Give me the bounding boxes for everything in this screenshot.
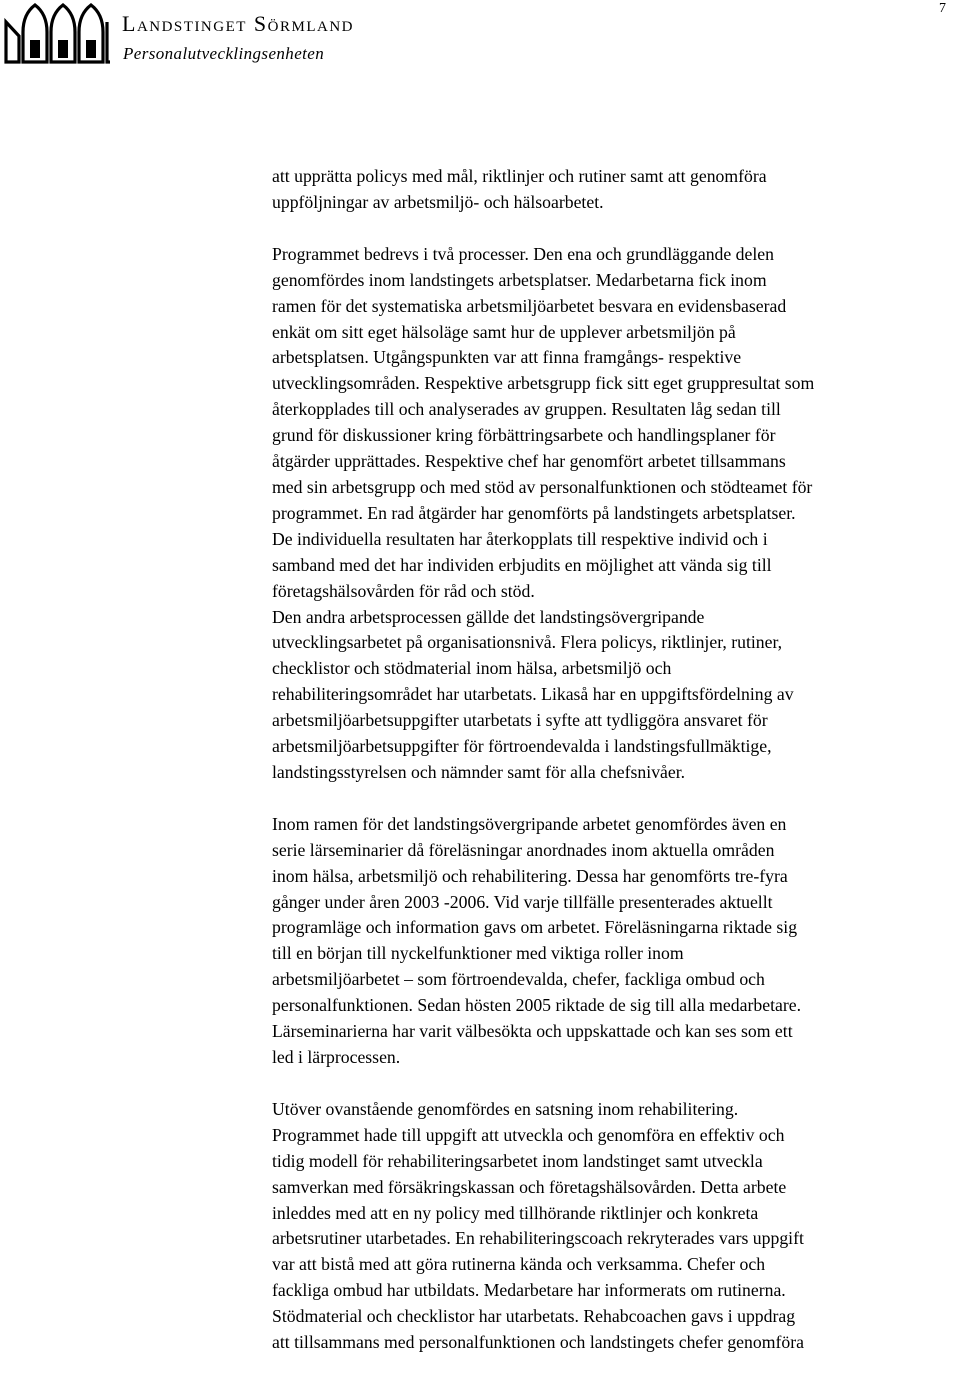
page-number: 7 xyxy=(939,1,946,16)
organization-name: Landstinget Sörmland xyxy=(122,11,354,36)
body-text xyxy=(272,164,934,1382)
paragraph-4: Utöver ovanstående genomfördes en satsning inom rehabilitering. Programmet hade till uppgift att utveckla och genomföra en effektiv och tidig modell för rehabiliteringsarbetet inom landstinget samt utveckla samverkan med försäkringskassan och företagshälsovården. Detta arbete inleddes med att en ny policy med tillhörande riktlinjer och konkreta arbetsrutiner utarbetades. En rehabiliteringscoach rekryterades vars uppgift var att bistå med att göra rutinerna kända och verksamma. Chefer och fackliga ombud har utbildats. Medarbetare har informerats om rutinerna. Stödmaterial och checklistor har utarbetats. Rehabcoachen gavs i uppdrag att tillsammans med personalfunktionen och landstingets chefer genomföra xyxy=(272,1098,804,1353)
landstinget-sormland-logo xyxy=(2,2,112,66)
paragraph-3: Inom ramen för det landstingsövergripande arbetet genomfördes även en serie lärseminarier då föreläsningar anordnades inom aktuella områden inom hälsa, arbetsmiljö och rehabilitering. Dessa har genomförts tre-fyra gånger under åren 2003 -2006. Vid varje tillfälle presenterades aktuellt programläge och information gavs om arbetet. Föreläsningarna riktade sig till en början till nyckelfunktioner med viktiga roller inom arbetsmiljöarbetet – som förtroendevalda, chefer, fackliga ombud och personalfunktionen. Sedan hösten 2005 riktade de sig till alla medarbetare. Lärseminarierna har varit välbesökta och uppskattade och kan ses som ett led i lärprocessen. xyxy=(272,813,801,1067)
paragraph-1: att upprätta policys med mål, riktlinjer och rutiner samt att genomföra uppföljningar av arbetsmiljö- och hälsoarbetet. xyxy=(272,166,767,212)
paragraph-2: Programmet bedrevs i två processer. Den ena och grundläggande delen genomfördes inom landstingets arbetsplatser. Medarbetarna fick inom ramen för det systematiska arbetsmiljöarbetet besvara en evidensbaserad enkät om sitt eget hälsoläge samt hur de upplever arbetsmiljön på arbetsplatsen. Utgångspunkten var att finna framgångs- respektive utvecklingsområden. Respektive arbetsgrupp fick sitt eget gruppresultat som återkopplades till och analyserades av gruppen. Resultaten låg sedan till grund för diskussioner kring förbättringsarbete och handlingsplaner för åtgärder upprättades. Respektive chef har genomfört arbetet tillsammans med sin arbetsgrupp och med stöd av personalfunktionen och stödteamet för programmet. En rad åtgärder har genomförts på landstingets arbetsplatser. De individuella resultaten har återkopplats till respektive individ och i samband med det har individen erbjudits en möjlighet att vända sig till företagshälsovården för råd och stöd. Den andra arbetsprocessen gällde det landstingsövergripande utvecklingsarbetet på organisationsnivå. Flera policys, riktlinjer, rutiner, checklistor och stödmaterial inom hälsa, arbetsmiljö och rehabiliteringsområdet har utarbetats. Likaså har en uppgiftsfördelning av arbetsmiljöarbetsuppgifter utarbetats i syfte att tydliggöra ansvaret för arbetsmiljöarbetsuppgifter för förtroendevalda i landstingsfullmäktige, landstingsstyrelsen och nämnder samt för alla chefsnivåer. xyxy=(272,243,815,782)
organization-unit: Personalutvecklingsenheten xyxy=(123,44,325,63)
